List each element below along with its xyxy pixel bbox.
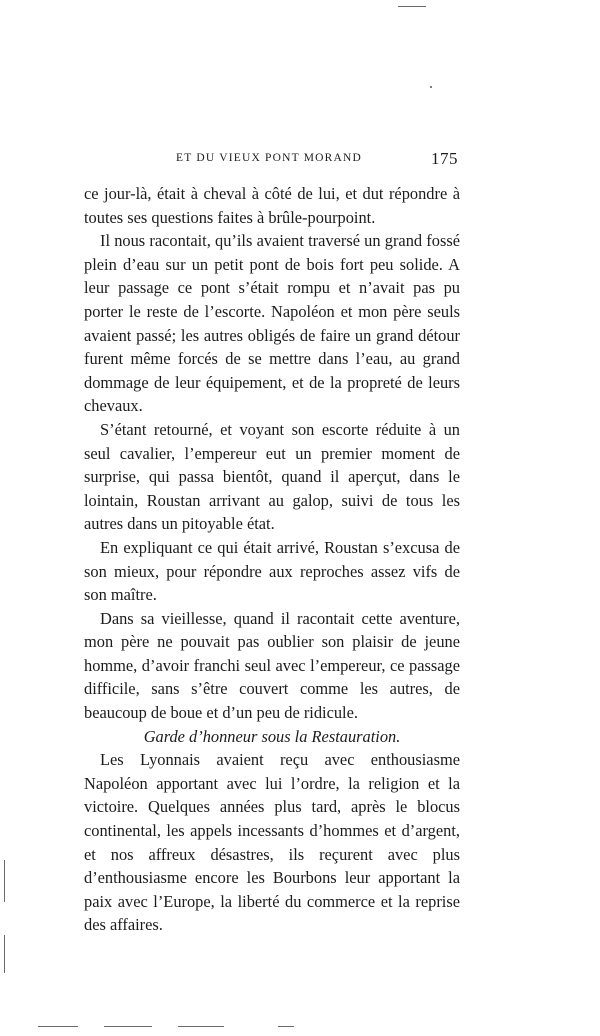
page-number: 175 xyxy=(431,149,458,168)
scan-mark-bottom-3 xyxy=(178,1026,224,1027)
scan-mark-left-edge xyxy=(4,860,5,902)
scan-mark-top xyxy=(398,6,426,7)
paragraph-4: En expliquant ce qui était arrivé, Roustan s’excusa de son mieux, pour répondre aux reproches assez vifs de son maître. xyxy=(84,537,460,605)
paragraph-5: Dans sa vieillesse, quand il racontait cette aventure, mon père ne pouvait pas oublier son plaisir de jeune homme, d’avoir franchi seul avec l’empereur, ce passage difficile, sans s’être couvert comme les autres, de beaucoup de boue et d’un peu de ridicule. xyxy=(84,608,460,723)
section-heading: Garde d’honneur sous la Restauration. xyxy=(143,726,401,746)
scan-mark-bottom-4 xyxy=(278,1026,294,1027)
paragraph-3: S’étant retourné, et voyant son escorte réduite à un seul cavalier, l’empereur eut un premier moment de surprise, qui passa bientôt, quand il aperçut, dans le lointain, Roustan arrivant au galop, suivi de tous les autres dans un pitoyable état. xyxy=(84,419,460,534)
paragraph-2: Il nous racontait, qu’ils avaient traversé un grand fossé plein d’eau sur un petit pont de bois fort peu solide. A leur passage ce pont s’était rompu et n’avait pas pu porter le reste de l’escorte. Napoléon et mon père seuls avaient passé; les autres obligés de faire un grand détour furent même forcés de se mettre dans l’eau, au grand dommage de leur équipement, et de la propreté de leurs chevaux. xyxy=(84,231,460,416)
paragraph-1: ce jour-là, était à cheval à côté de lui, et dut répondre à toutes ses questions faites à brûle-pourpoint. xyxy=(84,184,460,227)
section-paragraph-1: Les Lyonnais avaient reçu avec enthousiasme Napoléon apportant avec lui l’ordre, la religion et la victoire. Quelques années plus tard, après le blocus continental, les appels incessants d’hommes et d’argent, et nos affreux désastres, ils reçurent avec plus d’enthousiasme encore les Bourbons leur apportant la paix avec l’Europe, la liberté du commerce et la reprise des affaires. xyxy=(84,750,460,935)
running-title: ET DU VIEUX PONT MORAND xyxy=(176,152,363,164)
scan-speck xyxy=(430,86,432,88)
scan-mark-bottom-2 xyxy=(104,1026,152,1027)
body-text xyxy=(84,182,460,937)
scan-mark-bottom-1 xyxy=(38,1026,78,1027)
scan-mark-left-edge-lower xyxy=(4,935,5,973)
running-head xyxy=(84,149,460,169)
